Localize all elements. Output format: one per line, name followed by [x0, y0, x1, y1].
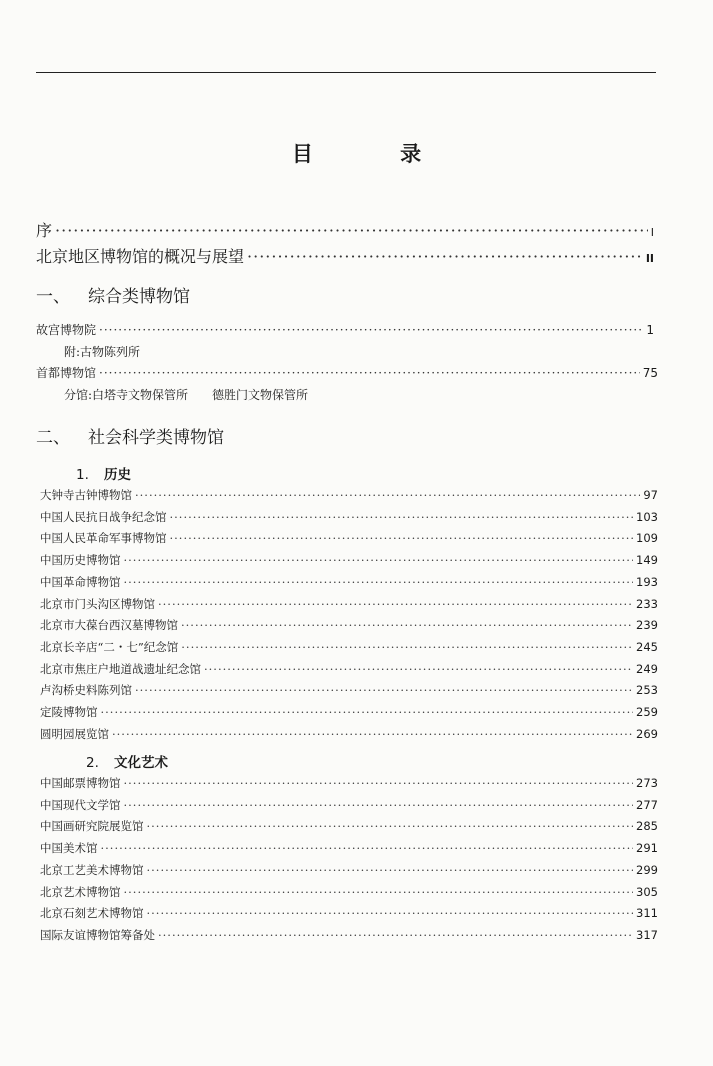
- toc-entry-label: 北京地区博物馆的概况与展望: [36, 247, 245, 266]
- toc-entry-page: 311: [636, 906, 658, 921]
- toc-entry-page: 97: [643, 488, 658, 502]
- toc-entry-page: 109: [636, 531, 658, 546]
- toc-entry[interactable]: [40, 639, 658, 655]
- leader-dots: [247, 247, 643, 266]
- leader-dots: [147, 906, 634, 920]
- toc-entry[interactable]: [36, 244, 654, 267]
- toc-entry[interactable]: [40, 509, 658, 525]
- leader-dots: [124, 776, 634, 790]
- header-rule: [36, 72, 656, 73]
- toc-entry-label: 中国革命博物馆: [40, 574, 121, 589]
- leader-dots: [124, 885, 634, 899]
- toc-note: [64, 386, 308, 403]
- toc-entry[interactable]: [40, 797, 658, 813]
- toc-entry-label: 中国人民革命军事博物馆: [40, 531, 167, 546]
- toc-entry-page: 285: [636, 819, 658, 834]
- leader-dots: [181, 640, 633, 654]
- toc-entry-label: 中国美术馆: [40, 841, 98, 856]
- section-title: 综合类博物馆: [88, 287, 190, 307]
- toc-entry-label: 故宫博物院: [36, 323, 97, 337]
- toc-note: 附:古物陈列所: [64, 345, 141, 359]
- toc-entry[interactable]: [40, 552, 658, 568]
- toc-entry-page: 269: [636, 726, 658, 741]
- toc-entry-label: 首都博物馆: [36, 366, 97, 380]
- toc-entry[interactable]: [40, 661, 658, 677]
- toc-entry[interactable]: [40, 726, 658, 742]
- toc-entry[interactable]: [40, 840, 658, 856]
- toc-entry[interactable]: [40, 617, 658, 633]
- leader-dots: [112, 727, 633, 741]
- toc-entry[interactable]: [40, 530, 658, 546]
- subsection-number: 1.: [76, 467, 89, 483]
- leader-dots: [170, 531, 634, 545]
- section-number: 二、: [36, 428, 70, 448]
- toc-entry[interactable]: [40, 862, 658, 878]
- toc-entry[interactable]: [40, 574, 658, 590]
- toc-entry-label: 北京石刻艺术博物馆: [40, 906, 144, 921]
- toc-entry-label: 中国现代文学馆: [40, 797, 121, 812]
- toc-entry-label: 北京市焦庄户地道战遗址纪念馆: [40, 661, 201, 676]
- toc-entry-label: 定陵博物馆: [40, 705, 98, 719]
- toc-entry-page: 253: [636, 683, 658, 698]
- section-heading: [36, 423, 224, 448]
- toc-entry[interactable]: [40, 884, 658, 900]
- toc-entry-page: II: [645, 252, 654, 265]
- toc-note-part: 德胜门文物保管所: [212, 388, 309, 402]
- toc-entry-page: 299: [636, 862, 658, 877]
- toc-entry[interactable]: [40, 927, 658, 943]
- toc-entry-label: 序: [36, 221, 53, 240]
- toc-entry-label: 中国画研究院展览馆: [40, 819, 144, 834]
- toc-entry-page: 317: [636, 927, 658, 942]
- leader-dots: [124, 553, 634, 567]
- section-title: 社会科学类博物馆: [88, 428, 224, 448]
- toc-entry-label: 北京市门头沟区博物馆: [40, 596, 155, 611]
- toc-entry-label: 北京艺术博物馆: [40, 884, 121, 899]
- leader-dots: [170, 510, 634, 524]
- toc-entry-page: 277: [636, 797, 658, 812]
- subsection-title: 文化艺术: [114, 755, 168, 771]
- toc-entry-page: I: [650, 226, 654, 239]
- toc-entry-label: 卢沟桥史料陈列馆: [40, 683, 132, 698]
- toc-entry-page: 273: [636, 776, 658, 790]
- toc-entry-page: 245: [636, 639, 658, 654]
- toc-entry-page: 193: [636, 574, 658, 589]
- toc-entry-label: 北京长辛店“二・七”纪念馆: [40, 639, 179, 654]
- toc-entry[interactable]: [36, 364, 658, 381]
- toc-entry-label: 国际友谊博物馆筹备处: [40, 927, 155, 942]
- toc-entry[interactable]: [40, 596, 658, 612]
- leader-dots: [124, 575, 634, 589]
- toc-entry-page: 291: [636, 841, 658, 856]
- toc-entry[interactable]: [40, 775, 658, 791]
- toc-entry-page: 75: [642, 366, 658, 380]
- toc-entry-page: 305: [636, 884, 658, 899]
- leader-dots: [147, 863, 634, 877]
- leader-dots: [158, 928, 633, 942]
- toc-note-part: 分馆:白塔寺文物保管所: [64, 388, 189, 402]
- leader-dots: [101, 705, 634, 719]
- toc-entry-page: 1: [646, 323, 654, 337]
- toc-entry[interactable]: [40, 905, 658, 921]
- toc-entry-page: 103: [636, 509, 658, 524]
- leader-dots: [124, 798, 634, 812]
- toc-entry-label: 大钟寺古钟博物馆: [40, 488, 132, 502]
- subsection-heading: [86, 751, 168, 771]
- toc-entry[interactable]: [36, 218, 654, 241]
- toc-entry-label: 北京工艺美术博物馆: [40, 862, 144, 877]
- leader-dots: [135, 683, 633, 697]
- toc-entry-page: 249: [636, 661, 658, 676]
- subsection-heading: [76, 463, 131, 483]
- toc-entry-label: 中国人民抗日战争纪念馆: [40, 509, 167, 524]
- subsection-title: 历史: [104, 467, 131, 483]
- page-title: 目 录: [291, 142, 462, 166]
- toc-entry[interactable]: [40, 704, 658, 720]
- toc-entry-page: 149: [636, 553, 658, 568]
- leader-dots: [181, 618, 633, 632]
- subsection-number: 2.: [86, 755, 99, 771]
- leader-dots: [158, 597, 633, 611]
- toc-entry-page: 259: [636, 705, 658, 719]
- leader-dots: [147, 819, 634, 833]
- toc-entry-label: 北京市大葆台西汉墓博物馆: [40, 618, 178, 633]
- toc-entry-label: 中国邮票博物馆: [40, 776, 121, 790]
- toc-entry[interactable]: [36, 321, 654, 338]
- leader-dots: [55, 221, 648, 240]
- leader-dots: [99, 323, 643, 337]
- toc-entry-page: 233: [636, 596, 658, 611]
- section-heading: [36, 282, 190, 307]
- toc-entry[interactable]: [40, 818, 658, 834]
- toc-entry-page: 239: [636, 618, 658, 633]
- leader-dots: [99, 366, 640, 380]
- leader-dots: [135, 488, 640, 502]
- toc-entry-label: 中国历史博物馆: [40, 553, 121, 568]
- toc-entry-label: 圆明园展览馆: [40, 726, 109, 741]
- toc-entry[interactable]: [40, 682, 658, 698]
- leader-dots: [204, 662, 633, 676]
- leader-dots: [101, 841, 634, 855]
- toc-entry[interactable]: [40, 487, 658, 503]
- section-number: 一、: [36, 287, 70, 307]
